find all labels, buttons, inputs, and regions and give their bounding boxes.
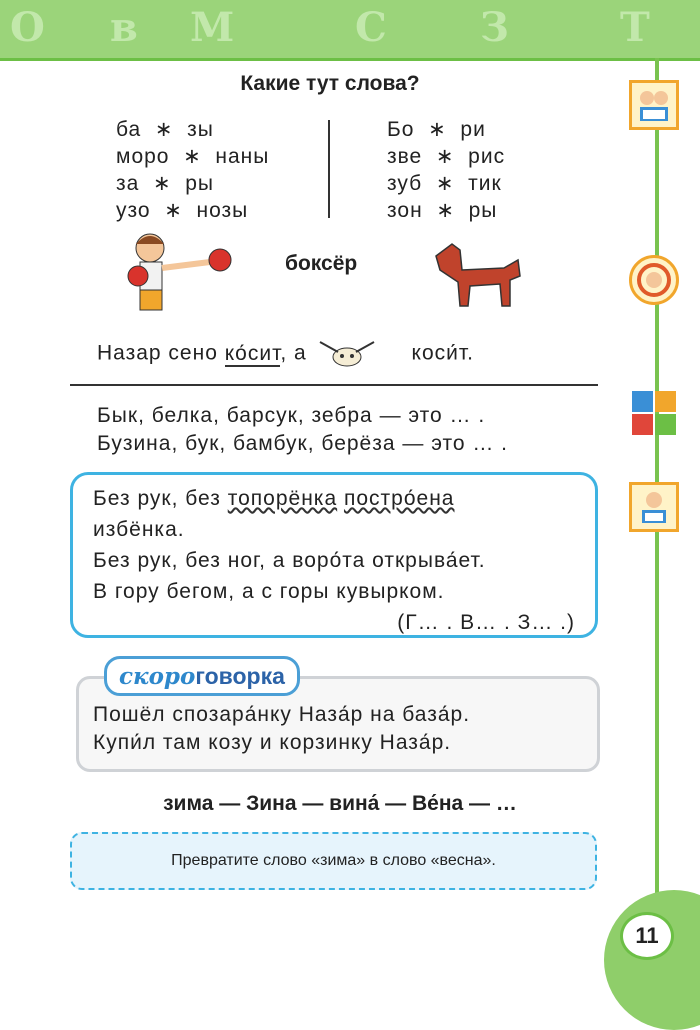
page-title: Какие тут слова? — [240, 72, 420, 95]
column-divider — [328, 120, 330, 218]
boxer-illustration — [118, 228, 242, 316]
word-puzzle: зве ∗ рис — [387, 145, 506, 168]
header-band — [0, 0, 700, 61]
task-box — [70, 832, 597, 890]
puzzle-icon — [629, 388, 679, 438]
tongue-twister-line: Пошёл спозара́нку Наза́р на база́р. — [93, 703, 471, 726]
riddle-line: В гору бегом, а с горы кувырком. — [93, 580, 445, 603]
word-chain: зима — Зина — вина́ — Ве́на — … — [163, 792, 517, 815]
header-letter: Т — [620, 4, 650, 51]
header-letter: в — [110, 4, 138, 51]
right-word-column — [387, 116, 505, 224]
badge-part-b: говорка — [195, 662, 285, 689]
section-divider — [70, 384, 598, 386]
riddle-text: Без рук, без — [93, 487, 228, 510]
riddle-box — [70, 472, 598, 638]
riddle-space — [337, 487, 344, 510]
nazar-end: коси́т. — [411, 341, 475, 365]
kosit-mows: ко́сит — [224, 341, 281, 365]
girl-reading-icon — [629, 482, 679, 532]
riddle-line: избёнка. — [93, 518, 185, 541]
left-word-column — [116, 116, 269, 224]
header-letter: С — [355, 4, 387, 51]
boxer-dog-illustration — [426, 236, 528, 310]
tongue-twister-line: Купи́л там козу и корзинку Наза́р. — [93, 731, 452, 754]
hare-icon — [314, 340, 412, 368]
word-puzzle: зуб ∗ тик — [387, 172, 502, 195]
word-puzzle: за ∗ ры — [116, 172, 215, 195]
word-puzzle: зон ∗ ры — [387, 199, 498, 222]
riddle-line: Без рук, без ног, а воро́та открыва́ет. — [93, 549, 486, 572]
word-puzzle: узо ∗ нозы — [116, 199, 249, 222]
riddle-wavy-word: постро́ена — [343, 487, 455, 510]
nazar-start: Назар сено — [97, 341, 225, 365]
category-lines — [97, 402, 508, 458]
riddle-hint: (Г… . В… . З… .) — [397, 611, 575, 634]
corner-decoration — [604, 890, 700, 1030]
cycle-icon — [629, 255, 679, 305]
category-line: Бык, белка, барсук, зебра — это … . — [97, 404, 486, 427]
task-text: Превратите слово «зима» в слово «весна». — [171, 852, 496, 869]
header-letter: О — [10, 4, 45, 51]
header-letter: М — [190, 4, 235, 51]
word-puzzle: ба ∗ зы — [116, 118, 214, 141]
category-line: Бузина, бук, бамбук, берёза — это … . — [97, 432, 509, 455]
badge-part-a: скоро — [119, 662, 196, 690]
tongue-twister-badge — [104, 656, 300, 696]
header-letter: З — [480, 4, 509, 51]
boxer-word: боксёр — [285, 252, 358, 275]
riddle-line — [93, 483, 595, 514]
word-puzzle: Бо ∗ ри — [387, 118, 486, 141]
word-puzzle: моро ∗ наны — [116, 145, 270, 168]
page-number: 11 — [620, 912, 674, 960]
nazar-sentence — [97, 340, 474, 368]
riddle-wavy-word: топорёнка — [227, 487, 338, 510]
nazar-mid: , а — [280, 341, 314, 365]
